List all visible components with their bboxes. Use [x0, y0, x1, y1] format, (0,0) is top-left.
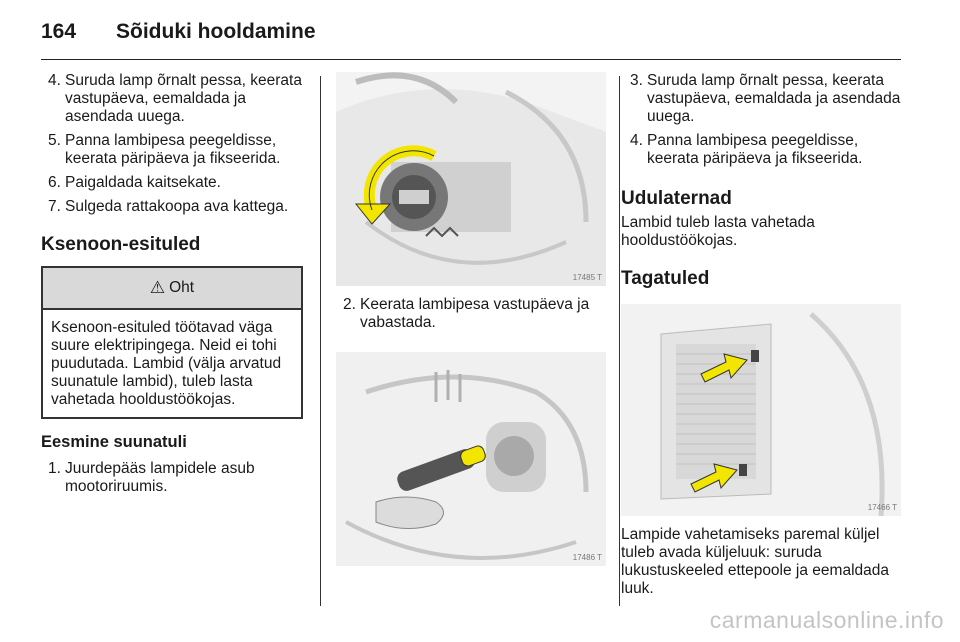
- warning-box: [41, 266, 303, 419]
- list-item: 2. Keerata lambipesa vastupäeva ja vabastada.: [343, 296, 590, 331]
- figure-rotate-bulb-holder: [336, 72, 606, 286]
- step-list: [621, 72, 901, 168]
- warning-text: Ksenoon-esituled töötavad väga suure elektripingega. Neid ei tohi puudutada. Lambid (välja arvatud suunatule lambid), tuleb lasta vahetada hooldustöökojas.: [51, 319, 282, 408]
- page-number: 164: [41, 20, 77, 43]
- figure-code: 17486 T: [572, 553, 602, 562]
- header-rule: [41, 59, 901, 60]
- figure-code: 17466 T: [867, 503, 897, 512]
- column-divider-1: [320, 76, 321, 606]
- figure-remove-bulb: [336, 352, 606, 566]
- list-item: 4. Suruda lamp õrnalt pessa, keerata vastupäeva, eemaldada ja asendada uuega.: [48, 72, 302, 125]
- column-3: [621, 72, 901, 598]
- step-list: [336, 296, 606, 332]
- column-divider-2: [619, 76, 620, 606]
- warning-title: Oht: [169, 279, 195, 296]
- list-item: 7. Sulgeda rattakoopa ava kattega.: [48, 198, 289, 215]
- sub-step-list: [41, 460, 303, 496]
- list-item: 1. Juurdepääs lampidele asub mootoriruumis.: [48, 460, 255, 495]
- heading-fog-lights: Udulaternad: [621, 188, 732, 209]
- figure-code: 17485 T: [572, 273, 602, 282]
- section-title: Sõiduki hooldamine: [116, 20, 316, 43]
- rotate-bulb-illustration: [336, 72, 606, 286]
- heading-xenon: Ksenoon-esituled: [41, 234, 201, 255]
- side-flap-illustration: [621, 304, 901, 516]
- watermark: carmanualsonline.info: [709, 607, 944, 633]
- list-item: 6. Paigaldada kaitsekate.: [48, 174, 221, 191]
- step-list: [41, 72, 303, 216]
- heading-tail-lights: Tagatuled: [621, 268, 710, 289]
- heading-front-indicator: Eesmine suunatuli: [41, 433, 187, 451]
- warning-triangle-icon: ⚠: [149, 278, 166, 297]
- list-item: 5. Panna lambipesa peegeldisse, keerata päripäeva ja fikseerida.: [48, 132, 281, 167]
- column-1: [41, 72, 303, 502]
- tail-lights-text: Lampide vahetamiseks paremal küljel tuleb avada küljeluuk: suruda lukustuskeeled ettepoole ja eemaldada luuk.: [621, 526, 889, 597]
- warning-header: [43, 268, 301, 310]
- remove-bulb-illustration: [336, 352, 606, 566]
- column-2: [336, 72, 606, 566]
- fog-lights-text: Lambid tuleb lasta vahetada hooldustöökojas.: [621, 214, 815, 249]
- figure-side-flap: [621, 304, 901, 516]
- list-item: 4. Panna lambipesa peegeldisse, keerata päripäeva ja fikseerida.: [630, 132, 863, 167]
- list-item: 3. Suruda lamp õrnalt pessa, keerata vastupäeva, eemaldada ja asendada uuega.: [630, 72, 901, 125]
